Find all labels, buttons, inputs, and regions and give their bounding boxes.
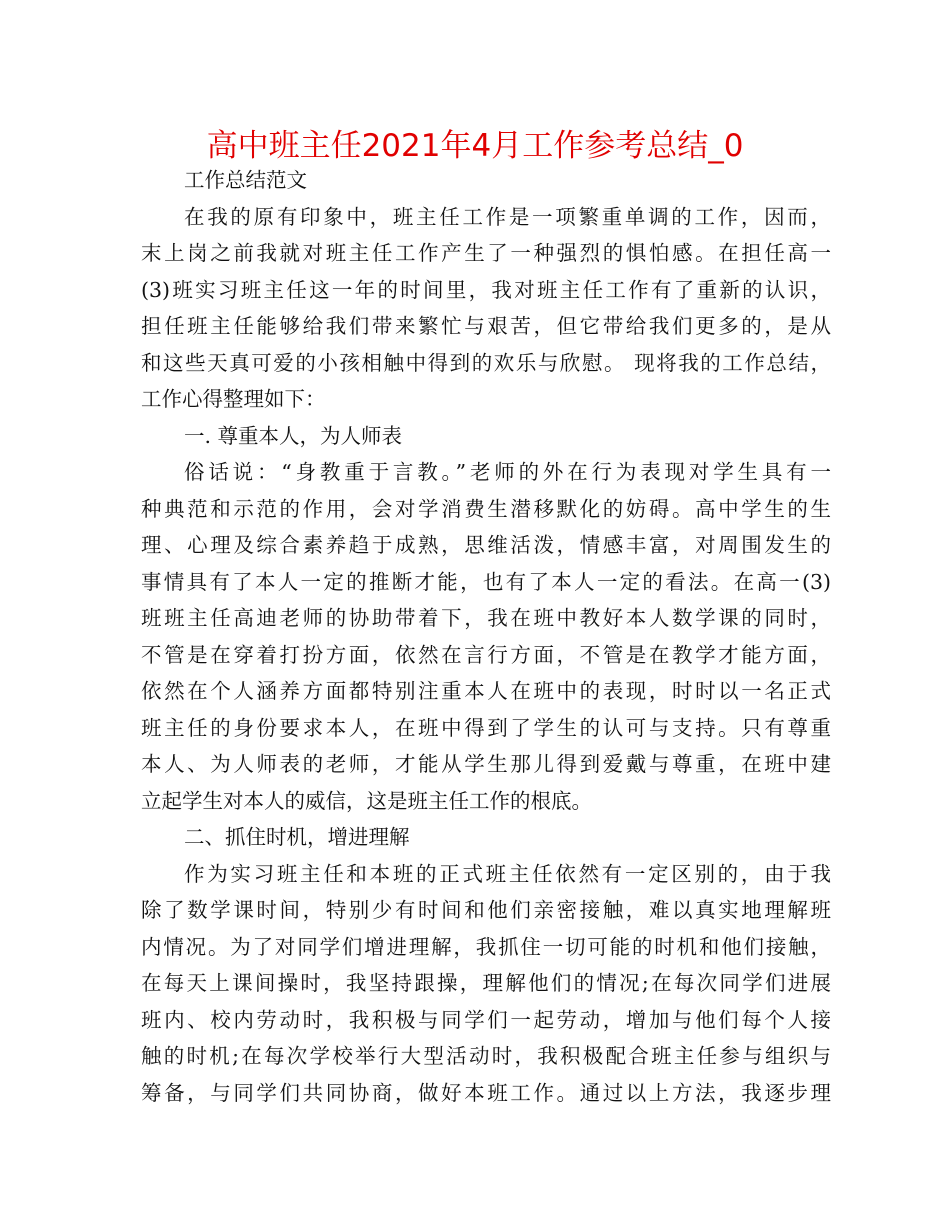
section-label: 工作总结范文 <box>184 168 307 192</box>
paragraph-line: 班主任的身份要求本人，在班中得到了学生的认可与支持。只有尊重 <box>141 715 831 740</box>
document-body <box>141 162 831 1111</box>
paragraph-line: 筹备，与同学们共同协商，做好本班工作。通过以上方法，我逐步理 <box>141 1080 831 1105</box>
paragraph-line: 触的时机;在每次学校举行大型活动时，我积极配合班主任参与组织与 <box>141 1044 831 1068</box>
paragraph-line: 理、心理及综合素养趋于成熟，思维活泼，情感丰富，对周围发生的 <box>141 533 831 557</box>
paragraph-line: 作为实习班主任和本班的正式班主任依然有一定区别的，由于我 <box>184 861 831 886</box>
paragraph-line: 末上岗之前我就对班主任工作产生了一种强烈的惧怕感。在担任高一 <box>141 241 831 265</box>
paragraph-line: 内情况。为了对同学们增进理解，我抓住一切可能的时机和他们接触， <box>141 934 831 959</box>
paragraph-line: 种典范和示范的作用，会对学消费生潜移默化的妨碍。高中学生的生 <box>141 496 831 521</box>
paragraph-line: 在我的原有印象中，班主任工作是一项繁重单调的工作，因而， <box>184 204 831 229</box>
paragraph-line: 依然在个人涵养方面都特别注重本人在班中的表现，时时以一名正式 <box>141 679 831 703</box>
paragraph-line: 立起学生对本人的威信，这是班主任工作的根底。 <box>141 788 592 813</box>
paragraph-line: 担任班主任能够给我们带来繁忙与艰苦，但它带给我们更多的，是从 <box>141 314 831 338</box>
paragraph-line: 事情具有了本人一定的推断才能，也有了本人一定的看法。在高一(3) <box>141 569 831 594</box>
section-heading: 二、抓住时机，增进理解 <box>184 825 410 849</box>
paragraph-line: 不管是在穿着打扮方面，依然在言行方面，不管是在教学才能方面， <box>141 642 831 667</box>
section-heading: 一. 尊重本人，为人师表 <box>184 423 403 448</box>
document-title: 高中班主任2021年4月工作参考总结_0 <box>206 128 744 164</box>
paragraph-line: 俗话说：“身教重于言教。”老师的外在行为表现对学生具有一 <box>184 460 831 484</box>
paragraph-line: 和这些天真可爱的小孩相触中得到的欢乐与欣慰。 现将我的工作总结， <box>141 350 831 375</box>
paragraph-line: 本人、为人师表的老师，才能从学生那儿得到爱戴与尊重，在班中建 <box>141 752 831 776</box>
paragraph-line: 班班主任高迪老师的协助带着下，我在班中教好本人数学课的同时， <box>141 606 831 630</box>
paragraph-line: 班内、校内劳动时，我积极与同学们一起劳动，增加与他们每个人接 <box>141 1007 831 1032</box>
paragraph-line: 在每天上课间操时，我坚持跟操，理解他们的情况;在每次同学们进展 <box>141 971 831 995</box>
paragraph-line: (3)班实习班主任这一年的时间里，我对班主任工作有了重新的认识， <box>141 277 831 302</box>
paragraph-line: 工作心得整理如下： <box>141 387 326 411</box>
paragraph-line: 除了数学课时间，特别少有时间和他们亲密接触，难以真实地理解班 <box>141 898 831 922</box>
